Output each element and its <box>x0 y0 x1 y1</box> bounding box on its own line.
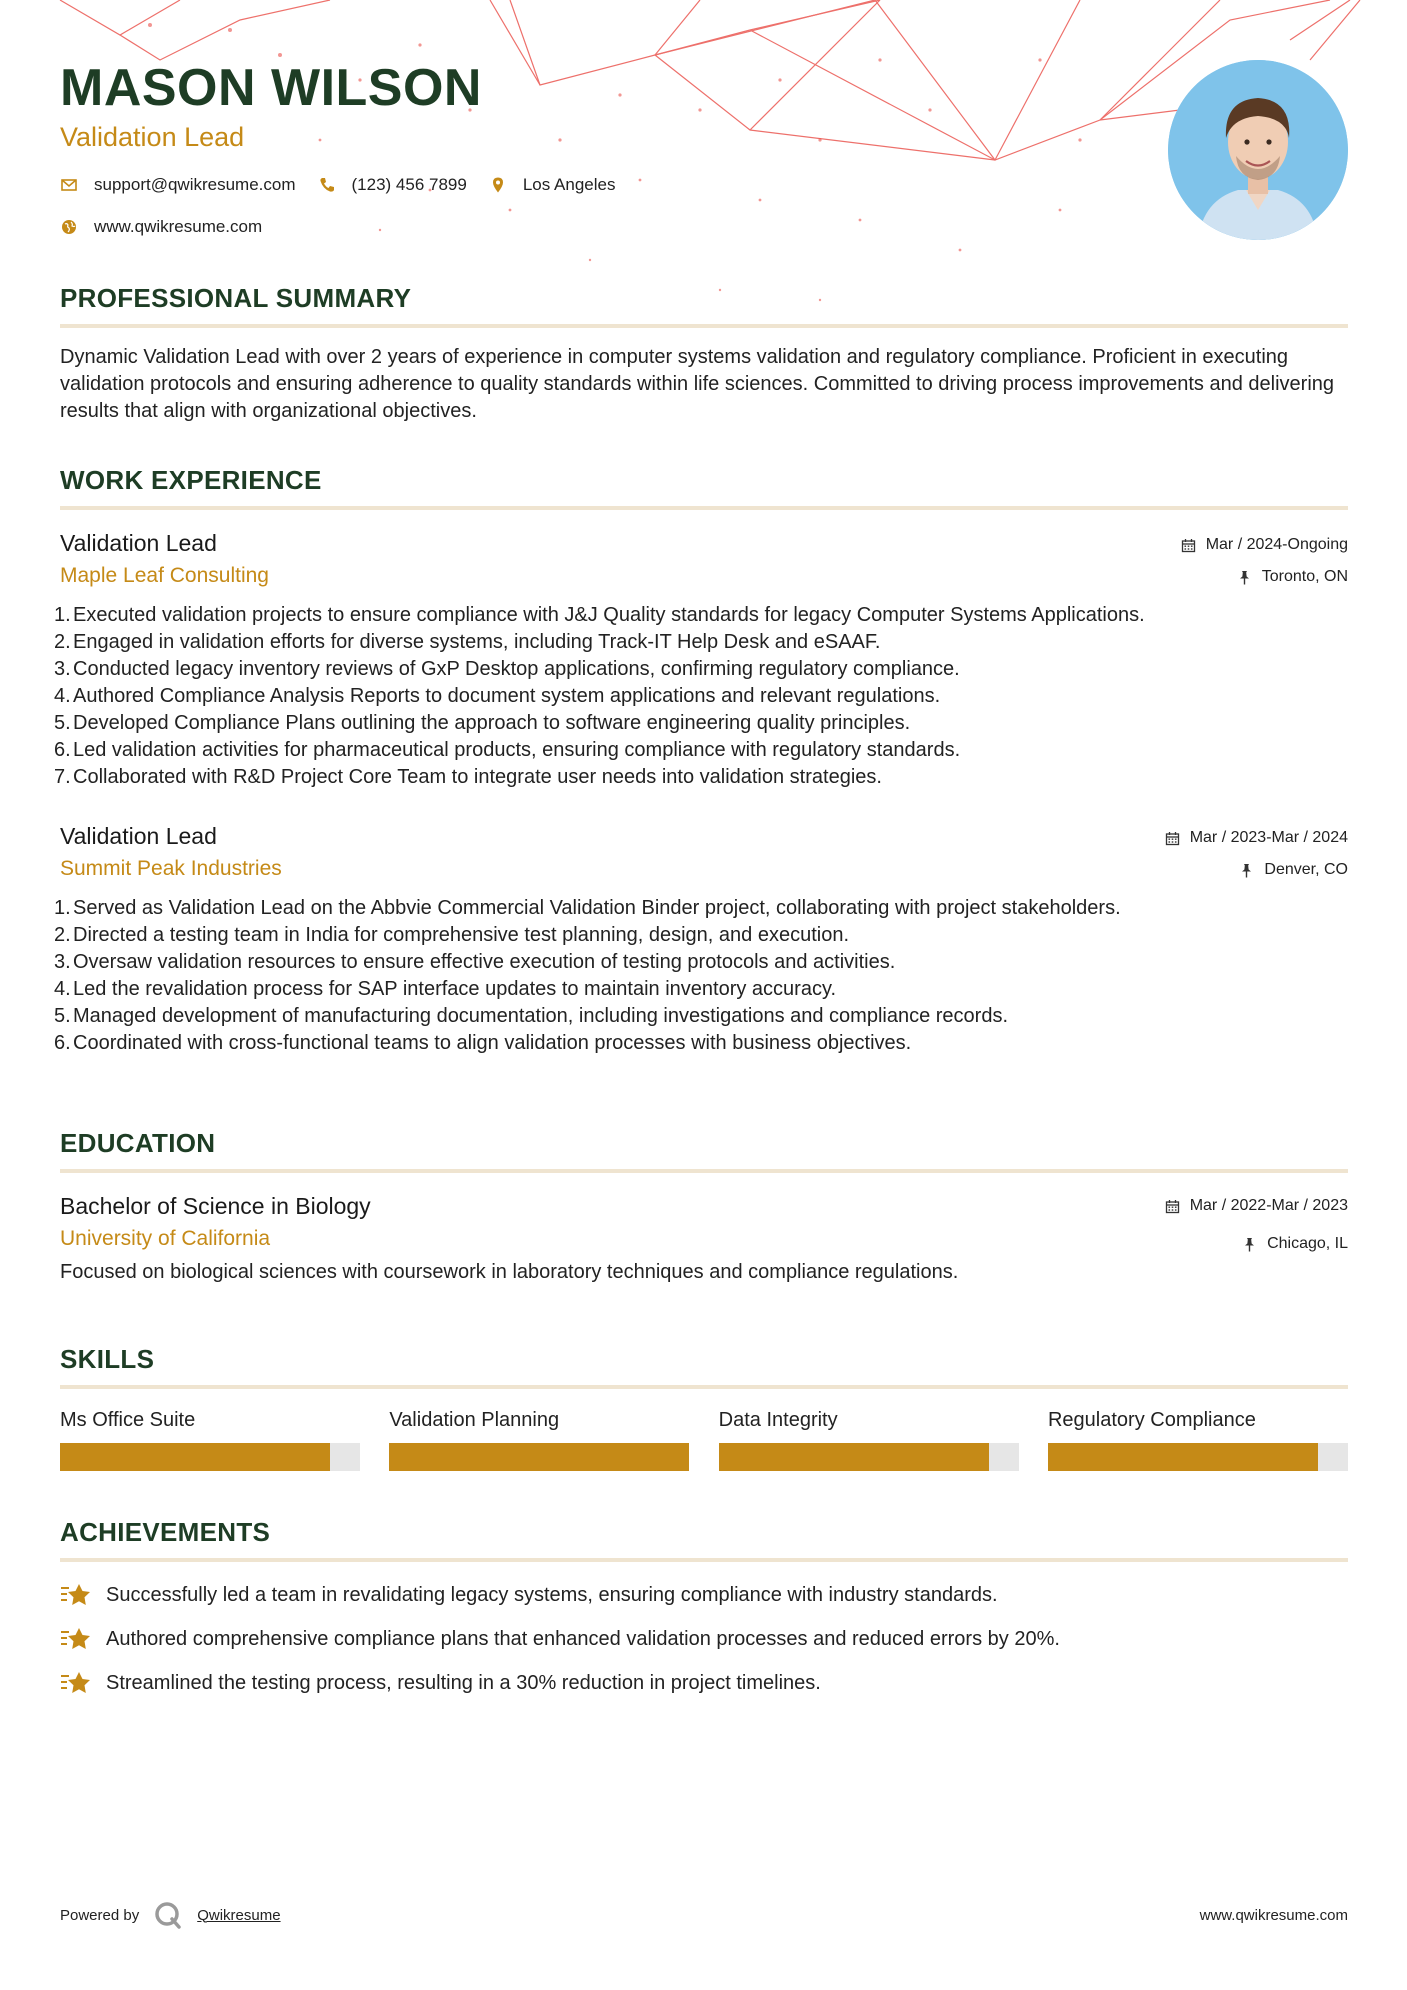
job-company: Maple Leaf Consulting <box>60 564 269 587</box>
education-location-text: Chicago, IL <box>1267 1235 1348 1252</box>
list-item: 3. Oversaw validation resources to ensure effective execution of testing protocols and activities. <box>54 951 896 973</box>
phone-text: (123) 456 7899 <box>351 175 467 194</box>
candidate-role: Validation Lead <box>60 122 245 152</box>
map-pin-icon <box>489 176 507 194</box>
education-school: University of California <box>60 1227 271 1250</box>
education-heading: EDUCATION <box>60 1128 216 1158</box>
location-text: Los Angeles <box>522 175 616 194</box>
job-bullets <box>54 895 1348 1057</box>
job-location-text: Toronto, ON <box>1261 568 1348 585</box>
job-location <box>1165 859 1348 881</box>
education-dates <box>1165 1195 1348 1217</box>
job-entry <box>54 528 1348 791</box>
star-achievement-icon <box>60 1668 92 1698</box>
achievement-text: Streamlined the testing process, resulting in a 30% reduction in project timelines. <box>106 1671 821 1694</box>
section-divider <box>60 1169 1348 1173</box>
experience-section <box>54 464 1348 1057</box>
contact-row <box>60 174 1150 196</box>
job-company: Summit Peak Industries <box>60 857 282 880</box>
experience-heading: WORK EXPERIENCE <box>60 465 322 495</box>
skills-heading: SKILLS <box>60 1344 155 1374</box>
contact-phone[interactable] <box>318 175 467 195</box>
education-section <box>60 1127 1348 1286</box>
skill-bar <box>1048 1443 1348 1471</box>
calendar-icon <box>1165 1199 1180 1214</box>
summary-text: Dynamic Validation Lead with over 2 years of experience in computer systems validation and regulatory compliance. Proficient in executing validation protocols and ensuring adherence to quality standards within life sciences. Committed to driving process improvements and delivering results that align with organizational objectives. <box>60 346 1335 422</box>
summary-heading: PROFESSIONAL SUMMARY <box>60 283 412 313</box>
list-item: 3. Conducted legacy inventory reviews of GxP Desktop applications, confirming regulatory compliance. <box>54 658 960 680</box>
job-dates-text: Mar / 2023-Mar / 2024 <box>1189 829 1348 846</box>
powered-by-label: Powered by <box>60 1906 140 1924</box>
achievement-item <box>60 1624 1348 1654</box>
globe-icon <box>60 218 78 236</box>
star-achievement-icon <box>60 1624 92 1654</box>
skill-bar <box>60 1443 360 1471</box>
list-item: 6. Led validation activities for pharmaceutical products, ensuring compliance with regulatory standards. <box>54 739 961 761</box>
powered-by <box>60 1900 281 1930</box>
list-item: 5. Developed Compliance Plans outlining the approach to software engineering quality principles. <box>54 712 911 734</box>
list-item: 6. Coordinated with cross-functional teams to align validation processes with business objectives. <box>54 1032 912 1054</box>
qwikresume-link[interactable]: Qwikresume <box>197 1906 281 1924</box>
skill-item <box>60 1407 360 1471</box>
list-item: 2. Engaged in validation efforts for diverse systems, including Track-IT Help Desk and eSAAF. <box>54 631 881 653</box>
achievements-list <box>60 1580 1348 1698</box>
pushpin-icon <box>1239 863 1254 878</box>
section-divider <box>60 1558 1348 1562</box>
contact-location <box>489 175 616 195</box>
envelope-icon <box>60 176 78 194</box>
education-location <box>1165 1233 1348 1255</box>
skill-label: Regulatory Compliance <box>1047 1409 1256 1431</box>
skill-label: Validation Planning <box>389 1409 560 1431</box>
skill-bar-fill <box>60 1443 330 1471</box>
skill-item <box>719 1407 1019 1471</box>
section-divider <box>60 1385 1348 1389</box>
job-entry <box>54 821 1348 1057</box>
contact-row <box>60 216 1150 238</box>
resume-header <box>60 58 1150 238</box>
calendar-icon <box>1165 831 1180 846</box>
footer-url[interactable]: www.qwikresume.com <box>1199 1906 1348 1924</box>
calendar-icon <box>1181 538 1196 553</box>
achievement-text: Authored comprehensive compliance plans that enhanced validation processes and reduced errors by 20%. <box>106 1627 1060 1650</box>
education-degree: Bachelor of Science in Biology <box>60 1193 371 1219</box>
skill-bar-fill <box>1048 1443 1318 1471</box>
achievements-heading: ACHIEVEMENTS <box>60 1517 271 1547</box>
contact-email[interactable] <box>60 175 296 195</box>
list-item: 4. Led the revalidation process for SAP interface updates to maintain inventory accuracy. <box>54 978 837 1000</box>
skill-bar <box>389 1443 689 1471</box>
contact-website[interactable] <box>60 217 262 237</box>
section-divider <box>60 324 1348 328</box>
job-title: Validation Lead <box>60 823 217 849</box>
skill-item <box>1048 1407 1348 1471</box>
pushpin-icon <box>1242 1237 1257 1252</box>
job-meta <box>1165 827 1348 881</box>
education-description: Focused on biological sciences with coursework in laboratory techniques and compliance regulations. <box>60 1261 959 1283</box>
pushpin-icon <box>1237 570 1252 585</box>
page-footer <box>60 1898 1348 1932</box>
email-text: support@qwikresume.com <box>94 175 296 194</box>
skill-label: Data Integrity <box>718 1409 838 1431</box>
education-entry <box>60 1191 1348 1286</box>
summary-section <box>60 282 1348 425</box>
skill-label: Ms Office Suite <box>60 1409 196 1431</box>
education-dates-text: Mar / 2022-Mar / 2023 <box>1189 1197 1348 1214</box>
skill-bar-fill <box>719 1443 989 1471</box>
achievements-section <box>60 1516 1348 1698</box>
job-location <box>1181 566 1348 588</box>
achievement-item <box>60 1668 1348 1698</box>
contact-info <box>60 174 1150 238</box>
list-item: 7. Collaborated with R&D Project Core Team to integrate user needs into validation strategies. <box>54 766 882 788</box>
phone-icon <box>318 176 336 194</box>
qwikresume-logo-icon <box>153 1900 183 1930</box>
job-location-text: Denver, CO <box>1264 861 1348 878</box>
star-achievement-icon <box>60 1580 92 1610</box>
list-item: 5. Managed development of manufacturing documentation, including investigations and compliance records. <box>54 1005 1009 1027</box>
job-title: Validation Lead <box>60 530 217 556</box>
section-divider <box>60 506 1348 510</box>
list-item: 1. Served as Validation Lead on the Abbvie Commercial Validation Binder project, collaborating with project stakeholders. <box>54 897 1121 919</box>
candidate-name: MASON WILSON <box>60 59 482 117</box>
skill-bar-fill <box>389 1443 689 1471</box>
skill-item <box>389 1407 689 1471</box>
education-meta <box>1165 1195 1348 1255</box>
website-text: www.qwikresume.com <box>94 217 263 236</box>
job-dates <box>1181 534 1348 556</box>
list-item: 1. Executed validation projects to ensure compliance with J&J Quality standards for legacy Computer Systems Applications. <box>54 604 1145 626</box>
list-item: 2. Directed a testing team in India for comprehensive test planning, design, and execution. <box>54 924 850 946</box>
achievement-text: Successfully led a team in revalidating legacy systems, ensuring compliance with industry standards. <box>106 1583 998 1606</box>
job-bullets <box>54 602 1348 791</box>
skills-section <box>60 1343 1348 1471</box>
job-dates <box>1165 827 1348 849</box>
list-item: 4. Authored Compliance Analysis Reports to document system applications and relevant regulations. <box>54 685 941 707</box>
job-meta <box>1181 534 1348 588</box>
job-dates-text: Mar / 2024-Ongoing <box>1205 536 1348 553</box>
skills-list <box>60 1407 1348 1471</box>
skill-bar <box>719 1443 1019 1471</box>
profile-photo <box>1168 60 1348 240</box>
achievement-item <box>60 1580 1348 1610</box>
